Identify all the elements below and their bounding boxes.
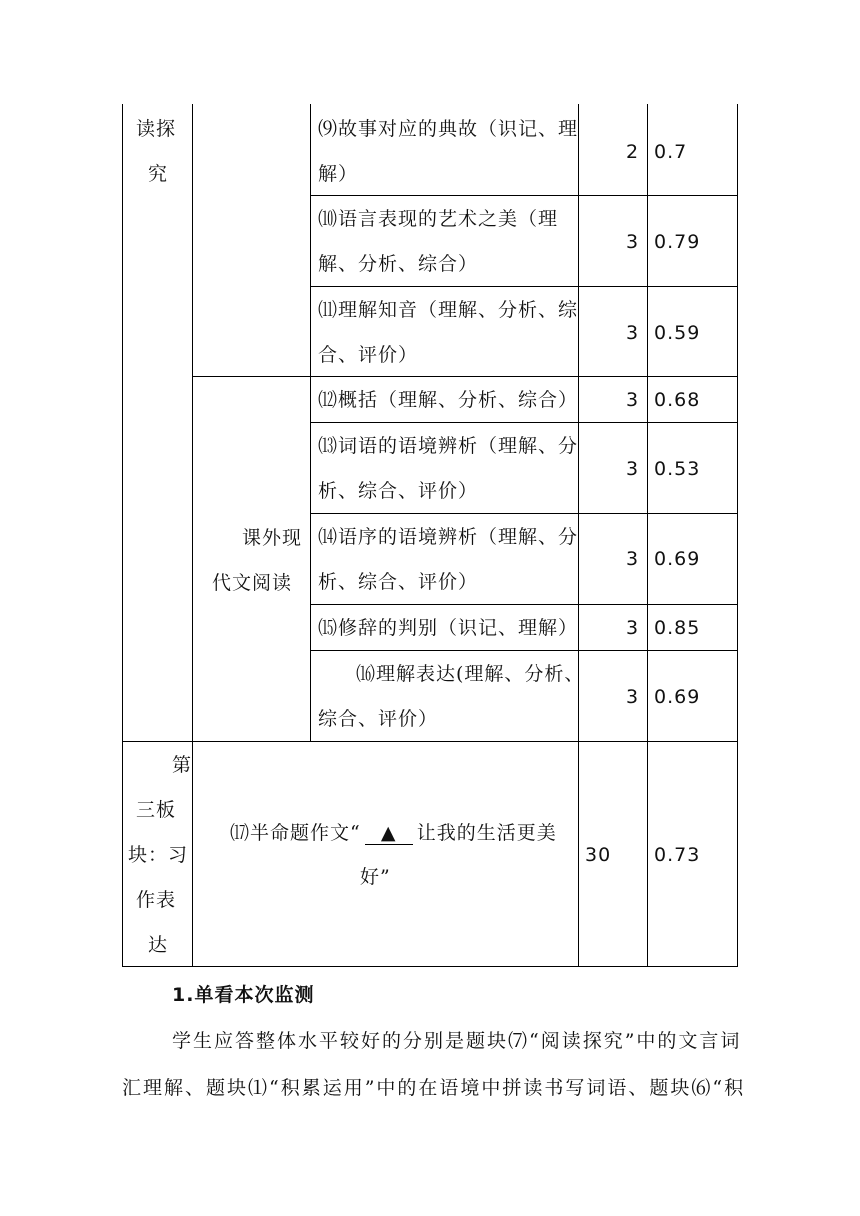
item-label: 析、综合、评价）: [318, 571, 479, 593]
item-label: ⑽语言表现的艺术之美（理: [318, 208, 559, 230]
item-label: ⑼故事对应的典故（识记、理: [318, 118, 579, 140]
rate-value: 0.59: [654, 322, 701, 344]
item-label: ⒃理解表达(理解、分析、: [356, 663, 585, 685]
item-label: ⒀词语的语境辨析（理解、分: [318, 435, 579, 457]
rate-value: 0.68: [654, 389, 701, 411]
score-value: 30: [585, 844, 612, 866]
item-label: 解）: [318, 163, 359, 185]
essay-blank: ▲: [365, 822, 413, 845]
essay-prompt-line2: 好”: [360, 866, 391, 888]
score-value: 3: [626, 231, 640, 253]
section-writing-label: 作表: [136, 889, 177, 911]
subsection-modern-label-2: 代文阅读: [212, 572, 293, 594]
score-value: 2: [626, 141, 640, 163]
score-value: 3: [626, 617, 640, 639]
section-writing-label: 三板: [136, 799, 177, 821]
section-writing-label: 达: [148, 934, 169, 956]
rate-value: 0.73: [654, 844, 701, 866]
item-label: 析、综合、评价）: [318, 480, 479, 502]
item-label: 解、分析、综合）: [318, 253, 479, 275]
section-writing-label: 块：习: [128, 844, 189, 866]
paragraph-line: 学生应答整体水平较好的分别是题块⑺“阅读探究”中的文言词: [172, 1030, 742, 1052]
item-label: 综合、评价）: [318, 708, 439, 730]
item-label: ⑿概括（理解、分析、综合）: [318, 389, 579, 411]
score-value: 3: [626, 322, 640, 344]
section-reading-label-1: 读探: [136, 118, 177, 140]
item-label: ⒁语序的语境辨析（理解、分: [318, 526, 579, 548]
item-label: ⒂修辞的判别（识记、理解）: [318, 617, 579, 639]
rate-value: 0.85: [654, 617, 701, 639]
section-reading-label-2: 究: [148, 163, 169, 185]
rate-value: 0.69: [654, 548, 701, 570]
paragraph-line: 汇理解、题块⑴“积累运用”中的在语境中拼读书写词语、题块⑹“积: [122, 1077, 746, 1099]
score-value: 3: [626, 686, 640, 708]
section-heading: 1.单看本次监测: [172, 984, 315, 1006]
item-label: ⑾理解知音（理解、分析、综: [318, 299, 579, 321]
rate-value: 0.7: [654, 141, 688, 163]
rate-value: 0.53: [654, 458, 701, 480]
score-value: 3: [626, 548, 640, 570]
subsection-modern-label-1: 课外现: [242, 527, 303, 549]
score-value: 3: [626, 389, 640, 411]
item-label: 合、评价）: [318, 344, 419, 366]
score-value: 3: [626, 458, 640, 480]
essay-prompt: ⒄半命题作文“ ▲ 让我的生活更美: [230, 822, 557, 844]
rate-value: 0.79: [654, 231, 701, 253]
section-writing-label: 第: [172, 754, 193, 776]
rate-value: 0.69: [654, 686, 701, 708]
